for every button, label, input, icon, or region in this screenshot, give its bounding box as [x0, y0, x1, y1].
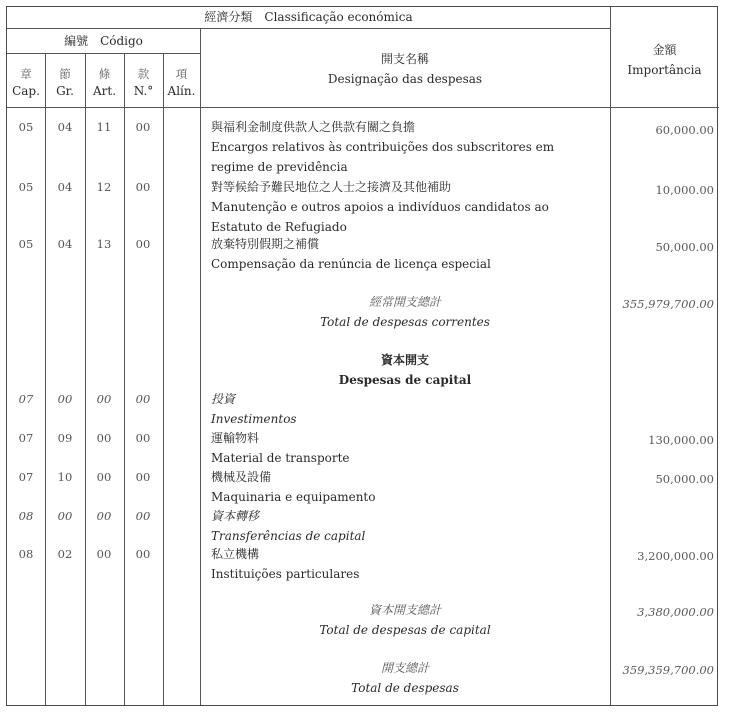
col-art-zh: 條: [98, 67, 111, 81]
row-zh: 投資: [211, 392, 236, 406]
cell-n: 00: [135, 237, 151, 251]
total-current-zh: 經常開支總計: [368, 295, 441, 309]
row-zh: 私立機構: [211, 547, 260, 561]
capital-row-description: [211, 506, 611, 546]
cell-gr: 00: [57, 509, 73, 523]
total-all-amount: 359,359,700.00: [622, 663, 714, 677]
row-amount: 60,000.00: [655, 123, 714, 137]
cell-cap: 07: [18, 392, 34, 406]
cell-cap: 05: [18, 237, 34, 251]
row-pt: Material de transporte: [211, 451, 350, 465]
cell-cap: 05: [18, 180, 34, 194]
total-capital-amount: 3,380,000.00: [637, 605, 714, 619]
total-current-amount: 355,979,700.00: [622, 297, 714, 311]
total-capital-zh: 資本開支總計: [368, 603, 441, 617]
col-cap-pt: Cap.: [12, 84, 40, 98]
total-all-pt: Total de despesas: [351, 681, 459, 695]
row-zh: 機械及設備: [211, 470, 272, 484]
cell-cap: 07: [18, 470, 34, 484]
col-divider: [85, 7, 86, 705]
total-capital-pt: Total de despesas de capital: [319, 623, 491, 637]
cell-n: 00: [135, 509, 151, 523]
row-pt: Investimentos: [211, 412, 297, 426]
row-description: [211, 234, 611, 274]
row-pt: Estatuto de Refugiado: [211, 220, 347, 234]
row-pt: Manutenção e outros apoios a indivíduos candidatos ao: [211, 200, 549, 214]
cell-art: 00: [96, 547, 112, 561]
cell-art: 00: [96, 509, 112, 523]
row-description: [211, 177, 611, 237]
cell-art: 00: [96, 392, 112, 406]
amount-pt: Importância: [627, 63, 702, 77]
cell-cap: 08: [18, 547, 34, 561]
cell-gr: 04: [57, 120, 73, 134]
row-amount: 50,000.00: [655, 472, 714, 486]
col-art-pt: Art.: [92, 84, 117, 98]
col-gr-pt: Gr.: [56, 84, 74, 98]
cell-art: 11: [96, 120, 112, 134]
row-zh: 對等候給予難民地位之人士之接濟及其他補助: [211, 180, 452, 194]
cell-art: 13: [96, 237, 112, 251]
capital-row-description: [211, 544, 611, 584]
col-alin-zh: 項: [175, 67, 188, 81]
col-gr-zh: 節: [59, 67, 71, 81]
col-divider: [610, 7, 611, 705]
cell-n: 00: [135, 431, 151, 445]
classification-header: 經濟分類 Classificação económica: [204, 10, 413, 24]
cell-cap: 07: [18, 431, 34, 445]
capital-heading-pt: Despesas de capital: [338, 373, 472, 387]
cell-gr: 09: [57, 431, 73, 445]
row-zh: 運輸物料: [211, 431, 260, 445]
row-zh: 放棄特別假期之補償: [211, 237, 320, 251]
cell-art: 00: [96, 470, 112, 484]
code-header: 編號 Código: [64, 34, 143, 48]
cell-gr: 00: [57, 392, 73, 406]
col-n-pt: N.°: [133, 84, 154, 98]
row-pt: Encargos relativos às contribuições dos subscritores em: [211, 140, 555, 154]
row-pt: Transferências de capital: [211, 529, 366, 543]
cell-n: 00: [135, 180, 151, 194]
col-divider: [45, 7, 46, 705]
cell-n: 00: [135, 392, 151, 406]
row-amount: 130,000.00: [648, 433, 714, 447]
capital-row-description: [211, 428, 611, 468]
cell-art: 12: [96, 180, 112, 194]
total-all-zh: 開支總計: [380, 661, 429, 675]
designation-zh: 開支名稱: [380, 52, 429, 66]
row-amount: 50,000.00: [655, 240, 714, 254]
capital-row-description: [211, 467, 611, 507]
cell-gr: 10: [57, 470, 73, 484]
total-current-pt: Total de despesas correntes: [320, 315, 490, 329]
header-rule: [7, 53, 200, 54]
row-description: [211, 117, 611, 177]
col-divider: [163, 7, 164, 705]
row-zh: 資本轉移: [211, 509, 260, 523]
cell-gr: 02: [57, 547, 73, 561]
budget-table: [6, 6, 718, 706]
row-pt: Maquinaria e equipamento: [211, 490, 376, 504]
cell-art: 00: [96, 431, 112, 445]
cell-n: 00: [135, 120, 151, 134]
cell-gr: 04: [57, 180, 73, 194]
row-zh: 與福利金制度供款人之供款有關之負擔: [211, 120, 416, 134]
amount-zh: 金額: [652, 43, 677, 57]
row-amount: 10,000.00: [655, 183, 714, 197]
col-divider: [124, 7, 125, 705]
row-pt: Compensação da renúncia de licença especial: [211, 257, 491, 271]
row-pt: regime de previdência: [211, 160, 348, 174]
header-rule: [7, 107, 719, 108]
capital-heading-zh: 資本開支: [380, 353, 429, 367]
row-pt: Instituições particulares: [211, 567, 360, 581]
capital-row-description: [211, 389, 611, 429]
cell-n: 00: [135, 470, 151, 484]
row-amount: 3,200,000.00: [637, 549, 714, 563]
cell-cap: 05: [18, 120, 34, 134]
cell-cap: 08: [18, 509, 34, 523]
col-alin-pt: Alín.: [167, 84, 196, 98]
col-cap-zh: 章: [20, 67, 32, 81]
col-n-zh: 款: [137, 67, 150, 81]
cell-n: 00: [135, 547, 151, 561]
cell-gr: 04: [57, 237, 73, 251]
designation-pt: Designação das despesas: [327, 72, 483, 86]
